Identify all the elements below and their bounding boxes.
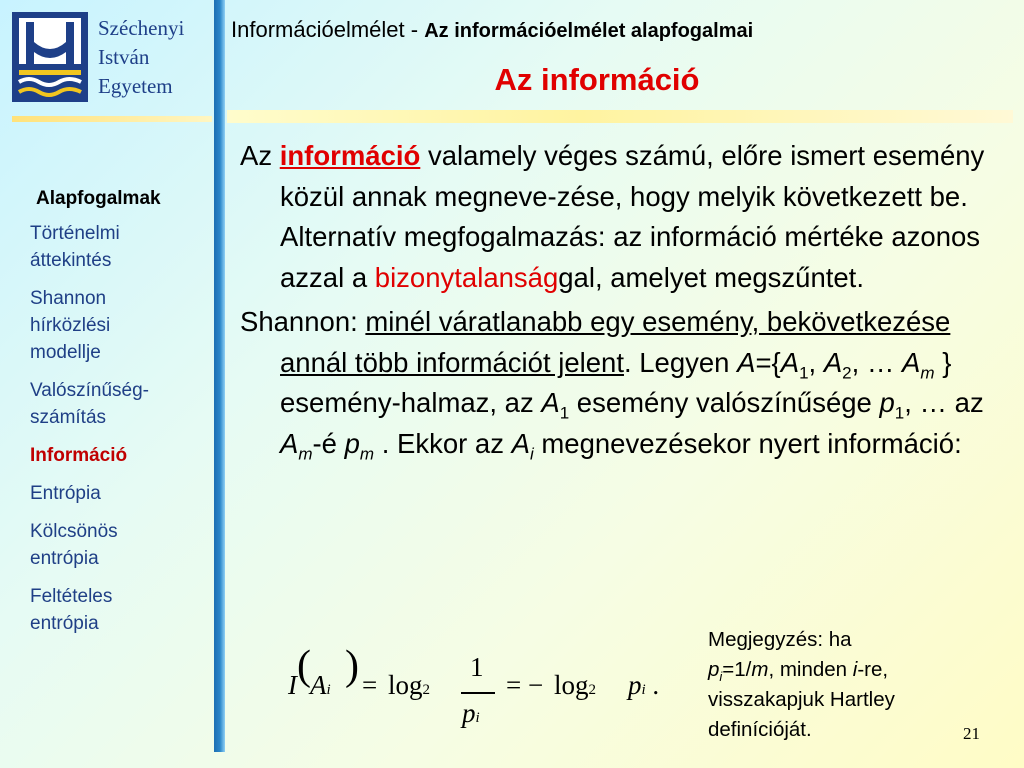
note-line-3: visszakapjuk Hartley — [708, 688, 895, 711]
math-sub: m — [920, 363, 935, 382]
text-run: -re, — [857, 658, 889, 681]
formula-paren-close: ) — [345, 643, 359, 689]
formula-eq: = — [362, 670, 378, 700]
keyword-bizonytalansag: bizonytalanság — [374, 261, 559, 293]
shannon-statement: minél váratlanabb egy esemény, bekövetkezése annál több információt jelent — [280, 306, 951, 378]
math-sub: 1 — [559, 403, 570, 423]
math-var: A — [902, 346, 921, 378]
formula-log-base: 2 — [422, 682, 431, 698]
logo-underline — [12, 116, 212, 122]
sidebar-item-label: Shannon — [30, 288, 107, 309]
text-run: megnevezésekor nyert információ: — [533, 427, 962, 459]
slide-title: Az információ — [494, 62, 700, 97]
math-sub: 2 — [842, 363, 852, 382]
formula-dot: . — [645, 670, 660, 700]
formula-p: p — [628, 670, 642, 700]
sidebar-item-label: entrópia — [30, 548, 99, 569]
math-var: p — [879, 387, 895, 418]
text-run: esemény valószínűsége — [569, 387, 880, 418]
sidebar-nav — [30, 188, 205, 648]
sidebar-item-label: számítás — [30, 407, 107, 428]
sidebar-item-entropia[interactable] — [30, 480, 205, 507]
formula-A: A — [310, 670, 327, 700]
sidebar-item-felteteles-entropia[interactable] — [30, 583, 205, 637]
note-line-2 — [708, 655, 970, 685]
math-var: A — [780, 346, 800, 378]
math-var: i — [852, 658, 858, 681]
note-line-4: definícióját. — [708, 718, 812, 741]
keyword-informacio: információ — [279, 140, 421, 171]
text-run: , … az — [904, 387, 984, 418]
sidebar-heading: Alapfogalmak — [36, 188, 161, 209]
sidebar-item-label: hírközlési — [30, 315, 111, 336]
hartley-note — [708, 625, 970, 745]
formula-den-sub: i — [475, 710, 480, 726]
math-sub: 1 — [894, 403, 905, 423]
math-sub: m — [298, 444, 313, 463]
math-sub: i — [719, 669, 723, 685]
text-run: } esemény-halmaz, az — [280, 346, 952, 418]
sidebar-item-label: modellje — [30, 342, 101, 363]
sidebar-item-label: Feltételes — [30, 586, 113, 607]
formula-paren-open: ( — [297, 643, 311, 689]
math-sub: i — [529, 444, 534, 463]
math-var: A — [737, 346, 756, 378]
math-var: A — [280, 427, 299, 459]
formula-p-sub: i — [641, 682, 646, 698]
breadcrumb-chapter: Az információelmélet alapfogalmai — [424, 20, 754, 42]
sidebar-item-label: áttekintés — [30, 250, 112, 271]
sidebar-item-label: Történelmi — [30, 223, 120, 244]
sidebar-item-informacio[interactable] — [30, 442, 205, 469]
sidebar-item-valoszinusegszamitas[interactable] — [30, 377, 205, 431]
sidebar-item-shannon-modell[interactable] — [30, 285, 205, 366]
shannon-paragraph — [240, 302, 1008, 464]
university-emblem-icon — [12, 12, 88, 102]
math-var: m — [751, 658, 769, 681]
math-var: p — [708, 658, 720, 681]
formula-denominator: p — [462, 698, 476, 728]
formula-log2: log — [554, 670, 589, 700]
breadcrumb — [231, 17, 753, 43]
text-run: gal, amelyet megszűntet. — [558, 261, 864, 293]
text-run: Az — [240, 140, 280, 171]
text-run: , — [808, 346, 824, 378]
sidebar-item-label: Kölcsönös — [30, 521, 118, 542]
text-run: , minden — [768, 658, 853, 681]
formula-sub-i: i — [326, 682, 331, 698]
slide-body — [240, 136, 1008, 464]
text-run: valamely véges számú, előre ismert esemény közül annak megneve-zése, hogy melyik következett be. Alternatív megfogalmazás: az információ mértéke azonos azzal a — [280, 140, 985, 293]
formula-I: I — [288, 670, 297, 700]
math-sub: m — [359, 444, 375, 463]
formula-eq2: = − — [506, 670, 544, 700]
page-number: 21 — [963, 724, 980, 743]
text-run: , … — [851, 346, 903, 378]
sidebar-item-label: Entrópia — [30, 483, 101, 504]
text-run: ={ — [755, 346, 781, 378]
sidebar-item-tortenelmi-attekintes[interactable] — [30, 220, 205, 274]
math-var: p — [344, 427, 360, 459]
text-run: =1/ — [722, 658, 752, 681]
text-run: Shannon: — [240, 306, 366, 337]
university-logo — [12, 12, 208, 104]
university-name — [98, 14, 184, 101]
sidebar-item-label: Valószínűség- — [30, 380, 149, 401]
logo-line-1: Széchenyi — [98, 16, 185, 40]
math-var: A — [511, 427, 530, 459]
math-sub: 1 — [799, 363, 809, 382]
formula-fraction-bar — [461, 692, 495, 694]
text-run: . Legyen — [623, 346, 738, 378]
sidebar-item-label: entrópia — [30, 613, 99, 634]
title-underline — [227, 110, 1013, 123]
text-run: . Ekkor az — [374, 427, 512, 459]
breadcrumb-course: Információelmélet - — [231, 17, 425, 42]
math-var: A — [541, 387, 560, 418]
math-var: A — [823, 346, 843, 378]
formula-numerator: 1 — [470, 652, 484, 682]
logo-line-2: István — [98, 45, 150, 69]
formula-log2-base: 2 — [588, 682, 597, 698]
sidebar-item-label: Információ — [30, 445, 128, 466]
vertical-divider — [214, 0, 225, 752]
note-line-1: Megjegyzés: ha — [708, 628, 852, 651]
text-run: -é — [312, 427, 345, 459]
definition-paragraph — [240, 136, 1008, 298]
logo-line-3: Egyetem — [98, 74, 173, 98]
sidebar-item-kolcsonos-entropia[interactable] — [30, 518, 205, 572]
formula-log: log — [388, 670, 423, 700]
